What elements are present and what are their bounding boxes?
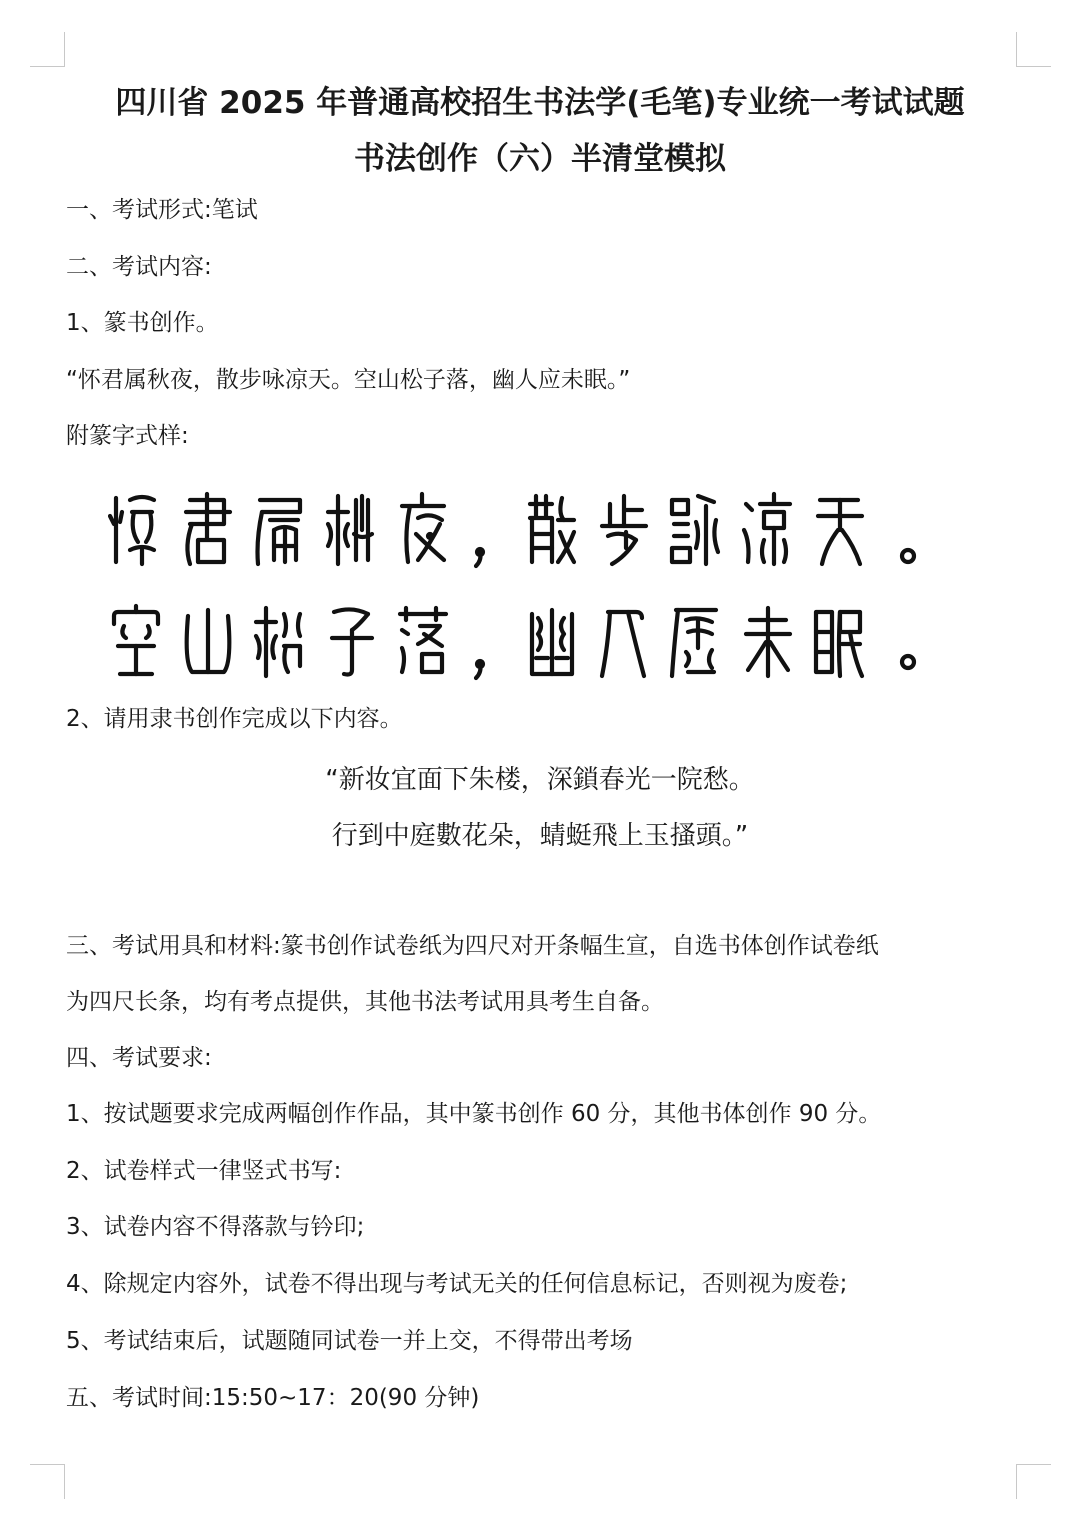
section-tools-materials-cont: 为四尺长条，均有考点提供，其他书法考试用具考生自备。	[66, 989, 664, 1015]
document-subtitle: 书法创作（六）半清堂模拟	[354, 141, 726, 177]
section-requirements: 四、考试要求:	[66, 1045, 212, 1071]
section-exam-time: 五、考试时间:15:50~17：20(90 分钟)	[66, 1385, 480, 1411]
seal-sample-label: 附篆字式样:	[66, 423, 189, 449]
item-seal-script-text: “怀君属秋夜，散步咏凉天。空山松子落，幽人应未眠。”	[66, 367, 631, 393]
requirement-1: 1、按试题要求完成两幅创作作品，其中篆书创作 60 分，其他书体创作 90 分。	[66, 1101, 882, 1127]
poem-line-1: “新妆宜面下朱楼，深鎖春光一院愁。	[325, 765, 755, 795]
page-corner-mark	[30, 32, 65, 67]
page-corner-mark	[1016, 32, 1051, 67]
requirement-4: 4、除规定内容外，试卷不得出现与考试无关的任何信息标记，否则视为废卷;	[66, 1271, 848, 1297]
requirement-2: 2、试卷样式一律竖式书写:	[66, 1158, 342, 1184]
section-exam-content: 二、考试内容:	[66, 254, 212, 280]
document-title: 四川省 2025 年普通高校招生书法学(毛笔)专业统一考试试题	[115, 85, 965, 121]
page-corner-mark	[1016, 1464, 1051, 1499]
seal-sample-row-2	[108, 602, 938, 686]
requirement-3: 3、试卷内容不得落款与钤印;	[66, 1214, 365, 1240]
poem-line-2: 行到中庭數花朵，蜻蜓飛上玉搔頭。”	[331, 821, 749, 851]
item-clerical-script: 2、请用隶书创作完成以下内容。	[66, 706, 403, 732]
seal-sample-row-1	[108, 490, 938, 574]
section-exam-form: 一、考试形式:笔试	[66, 197, 258, 223]
item-seal-script: 1、篆书创作。	[66, 310, 219, 336]
requirement-5: 5、考试结束后，试题随同试卷一并上交，不得带出考场	[66, 1328, 633, 1354]
page-corner-mark	[30, 1464, 65, 1499]
section-tools-materials: 三、考试用具和材料:篆书创作试卷纸为四尺对开条幅生宣，自选书体创作试卷纸	[66, 933, 879, 959]
